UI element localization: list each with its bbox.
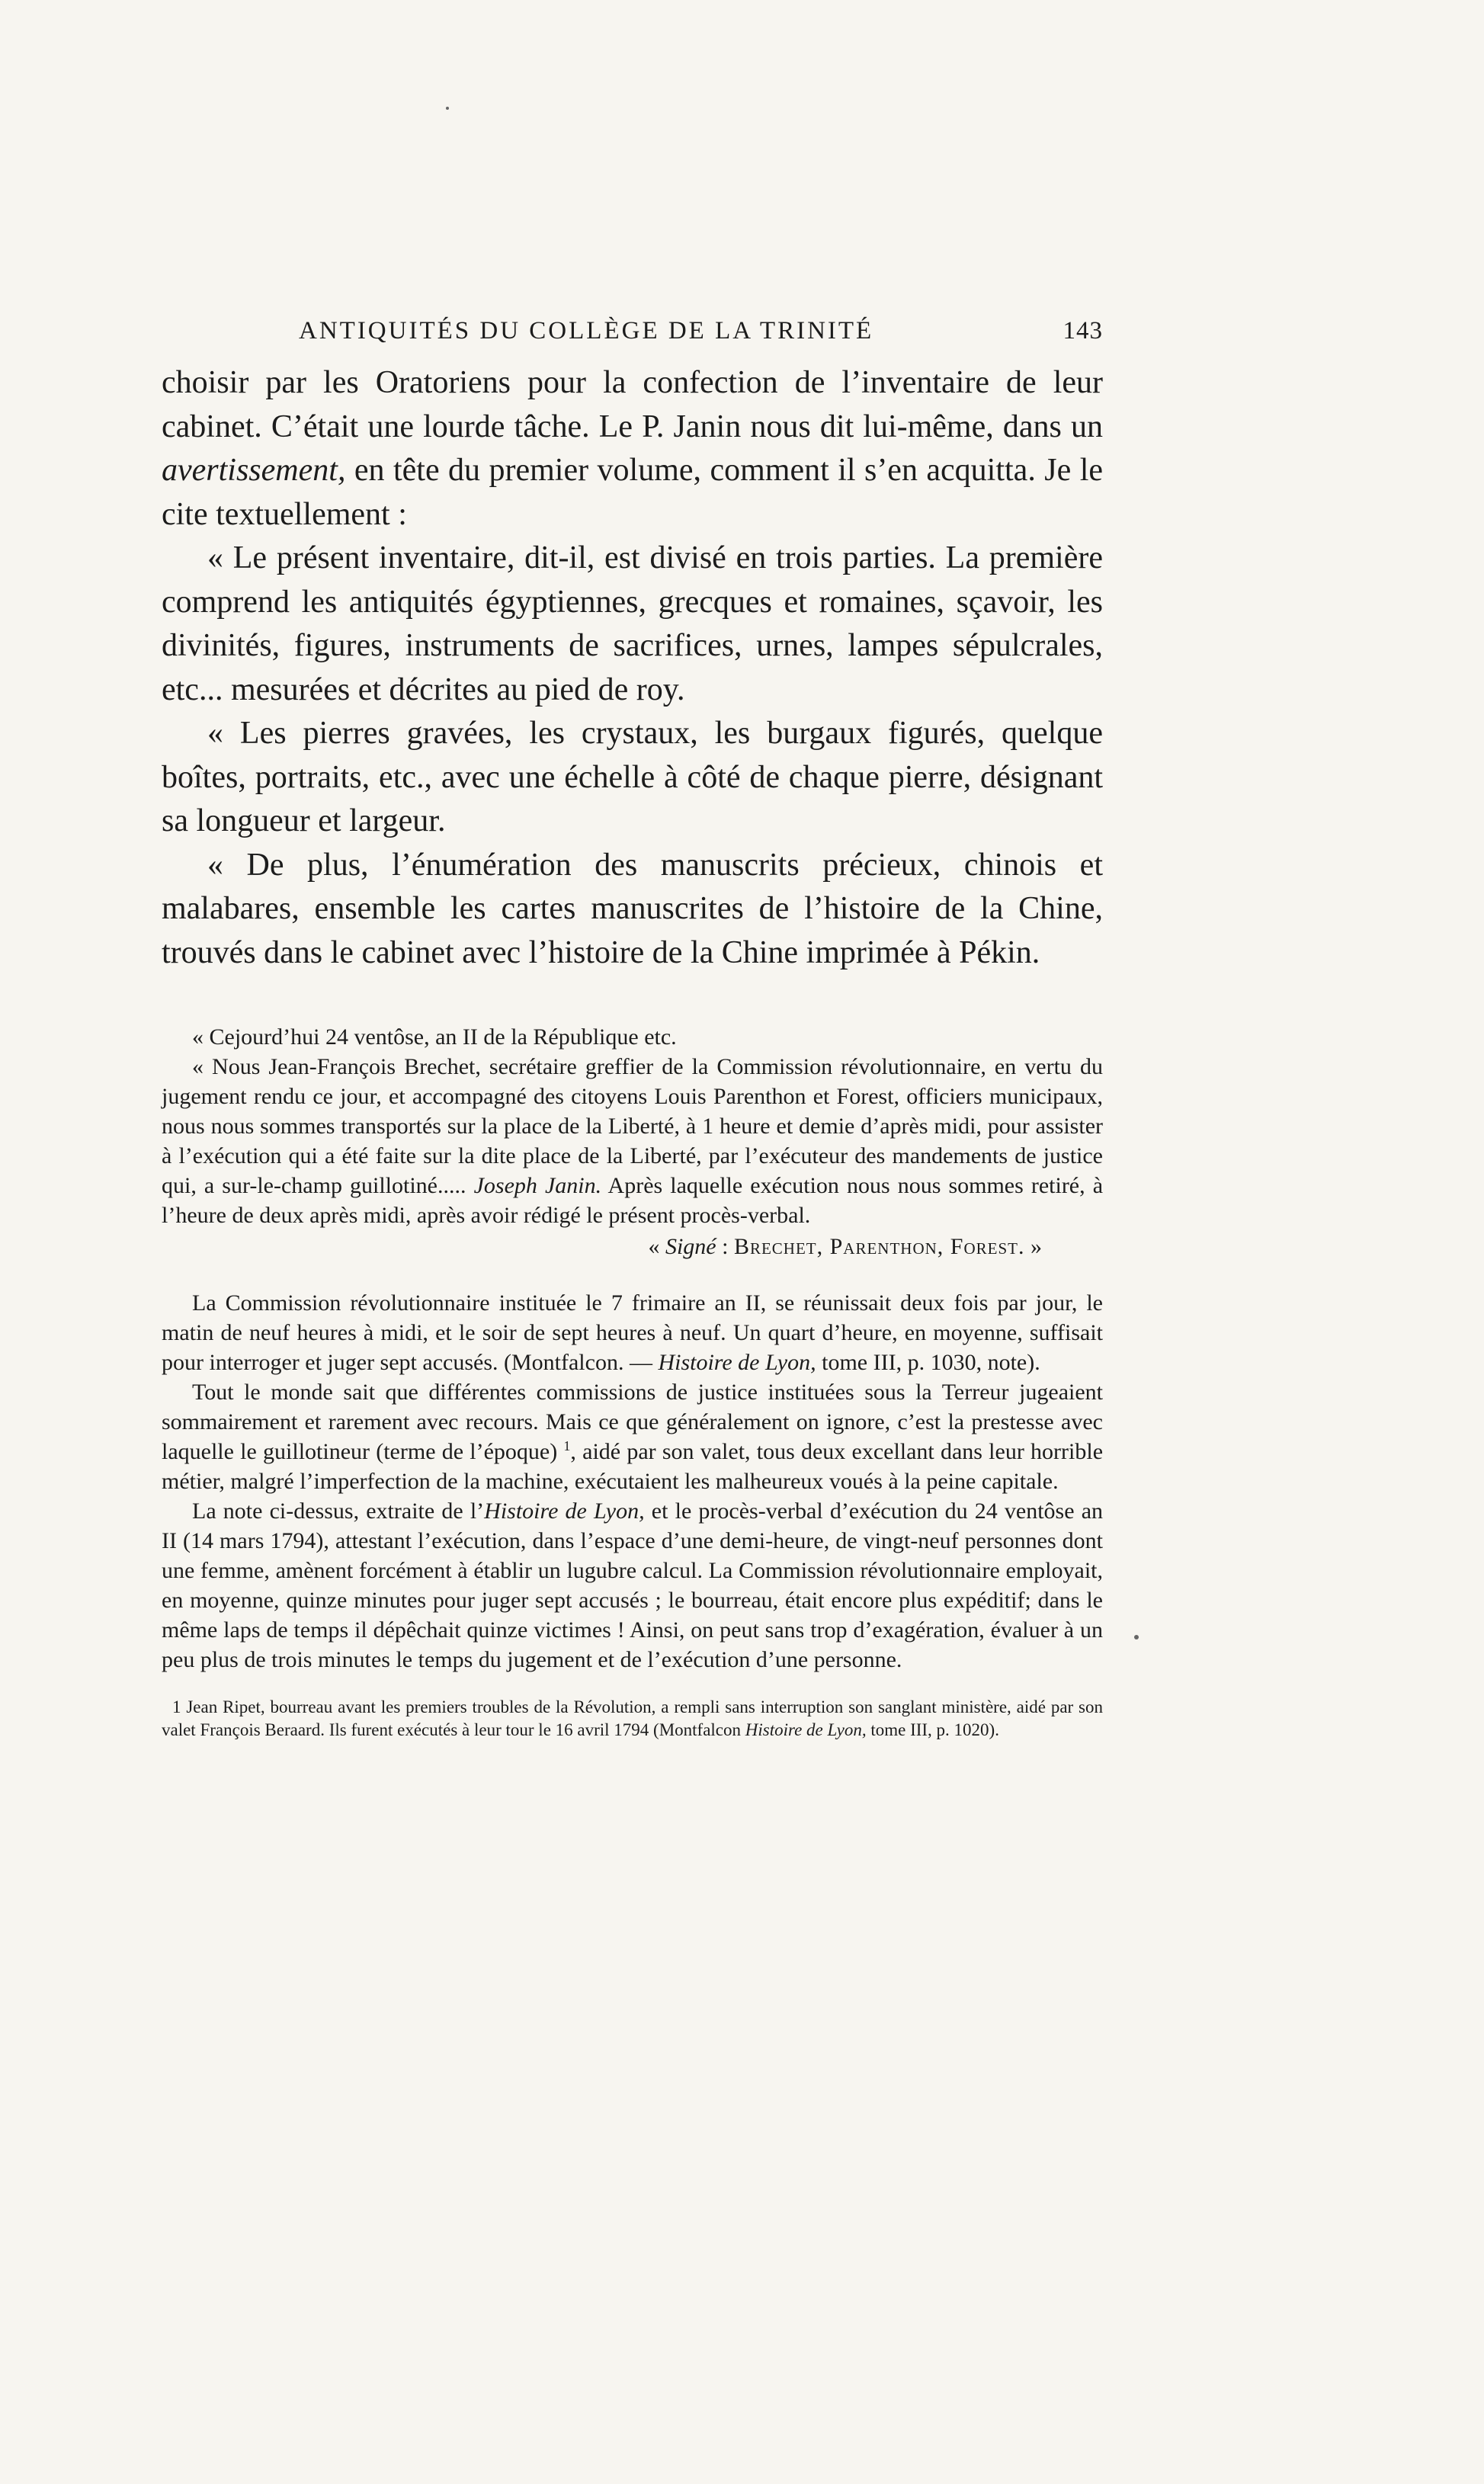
commentary <box>162 1288 1103 1675</box>
quote-line: « Cejourd’hui 24 ventôse, an II de la République etc. <box>192 1024 677 1050</box>
quote-paragraph: « Nous Jean-François Brechet, secrétaire greffier de la Commission révolutionnaire, en vertu du jugement rendu ce jour, et accompagné des citoyens Louis Parenthon et Forest, officiers municipaux, nous nous sommes transportés sur la place de la Liberté, à 1 heure et demie d’après midi, pour assister à l’exécution qui a été faite sur la dite place de la Liberté, par l’exécuteur des mandements de justice qui, a sur-le-champ guillotiné..... Joseph Janin. Après laquelle exécution nous nous sommes retiré, à l’heure de deux après midi, après avoir rédigé le présent procès-verbal. <box>162 1054 1104 1228</box>
signatories: Brechet, Parenthon, Forest. <box>733 1234 1025 1259</box>
main-text <box>162 361 1103 975</box>
document-quote <box>162 1022 1103 1262</box>
speck <box>446 107 449 110</box>
signature-line: « Signé : Brechet, Parenthon, Forest. » <box>648 1234 1042 1259</box>
quoted-paragraph: « De plus, l’énumération des manuscrits précieux, chinois et malabares, ensemble les cartes manuscrites de l’histoire de la Chine, trouvés dans le cabinet avec l’histoire de la Chine imprimée à Pékin. <box>162 847 1103 970</box>
footnote <box>162 1696 1103 1742</box>
running-title: ANTIQUITÉS DU COLLÈGE DE LA TRINITÉ <box>299 317 874 345</box>
quoted-paragraph: « Le présent inventaire, dit-il, est divisé en trois parties. La première comprend les antiquités égyptiennes, grecques et romaines, sçavoir, les divinités, figures, instruments de sacrifices, urnes, lampes sépulcrales, etc... mesurées et décrites au pied de roy. <box>162 540 1103 707</box>
emphasis: Joseph Janin. <box>473 1173 602 1198</box>
running-head <box>162 305 1103 351</box>
commentary-paragraph: La Commission révolutionnaire instituée le 7 frimaire an II, se réunissait deux fois par jour, le matin de neuf heures à midi, et le soir de sept heures à neuf. Un quart d’heure, en moyenne, suffisait pour interroger et juger sept accusés. (Montfalcon. — Histoire de Lyon, tome III, p. 1030, note). <box>162 1290 1103 1375</box>
speck <box>1134 1635 1139 1639</box>
footnote-ref: 1 <box>563 1438 571 1454</box>
page-number: 143 <box>1063 317 1103 345</box>
page <box>162 305 1103 1742</box>
commentary-paragraph: Tout le monde sait que différentes commissions de justice instituées sous la Terreur jugeaient sommairement et rarement avec recours. Mais ce que généralement on ignore, c’est la prestesse avec laquelle le guillotineur (terme de l’époque) $^1$, aidé par son valet, tous deux excellant dans leur horrible métier, malgré l’imperfection de la machine, exécutaient les malheureux voués à la peine capitale. <box>162 1380 1104 1494</box>
emphasis: Histoire de Lyon, <box>658 1350 816 1375</box>
emphasis: Histoire de Lyon, <box>484 1498 645 1524</box>
body-paragraph: choisir par les Oratoriens pour la confection de l’inventaire de leur cabinet. C’était une lourde tâche. Le P. Janin nous dit lui-même, dans un avertissement, en tête du premier volume, comment il s’en acquitta. Je le cite textuellement : <box>162 365 1104 532</box>
quoted-paragraph: « Les pierres gravées, les crystaux, les burgaux figurés, quelque boîtes, portraits, etc., avec une échelle à côté de chaque pierre, désignant sa longueur et largeur. <box>162 716 1103 838</box>
footnote-text: 1 Jean Ripet, bourreau avant les premiers troubles de la Révolution, a rempli sans interruption son sanglant ministère, aidé par son valet François Beraard. Ils furent exécutés à leur tour le 16 avril 1794 (Montfalcon Histoire de Lyon, tome III, p. 1020). <box>162 1697 1103 1739</box>
emphasis: Histoire de Lyon, <box>745 1720 867 1739</box>
commentary-paragraph: La note ci-dessus, extraite de l’Histoire de Lyon, et le procès-verbal d’exécution du 24 ventôse an II (14 mars 1794), attestant l’exécution, dans l’espace d’une demi-heure, de vingt-neuf personnes dont une femme, amènent forcément à établir un lugubre calcul. La Commission révolutionnaire employait, en moyenne, quinze minutes pour juger sept accusés ; le bourreau, était encore plus expéditif; dans le même laps de temps il dépêchait quinze victimes ! Ainsi, on peut sans trop d’exagération, évaluer à un peu plus de trois minutes le temps du jugement et de l’exécution d’une personne. <box>162 1498 1104 1672</box>
emphasis: avertissement, <box>162 453 346 488</box>
